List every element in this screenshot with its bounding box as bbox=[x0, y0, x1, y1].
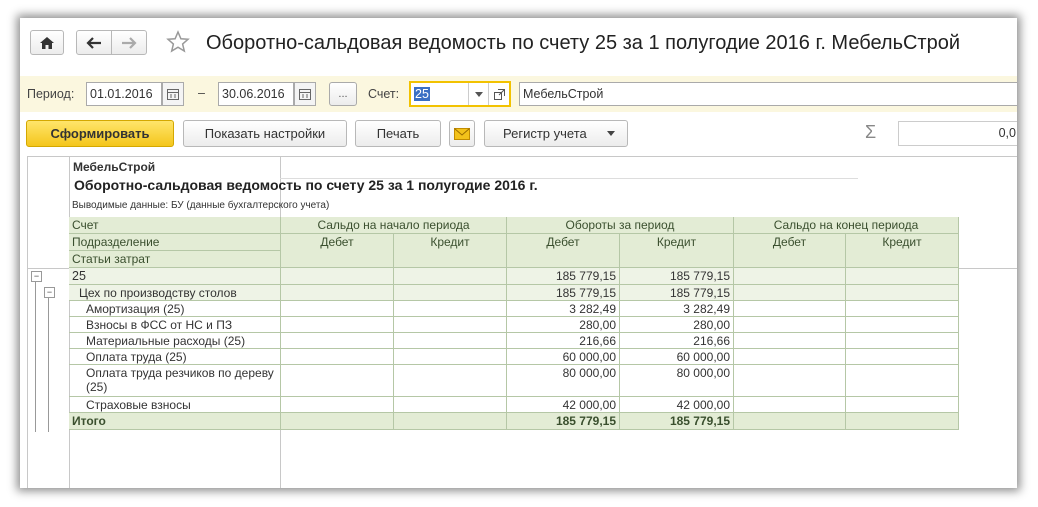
total-label: Итого bbox=[69, 413, 281, 430]
header-closing-balance: Сальдо на конец периода bbox=[734, 217, 959, 234]
row-dept-name[interactable]: Цех по производству столов bbox=[69, 285, 281, 301]
row-item-closing-credit bbox=[846, 365, 959, 397]
row-item-turn-credit: 42 000,00 bbox=[620, 397, 734, 413]
report-title: Оборотно-сальдовая ведомость по счету 25 за 1 полугодие 2016 г. bbox=[74, 177, 538, 193]
row-item-name[interactable]: Страховые взносы bbox=[69, 397, 281, 413]
grid-top-line bbox=[27, 156, 1017, 157]
back-button[interactable] bbox=[76, 30, 112, 55]
report-window bbox=[20, 18, 1017, 488]
arrow-left-icon bbox=[86, 37, 102, 49]
sum-value: 0,0 bbox=[998, 126, 1016, 140]
row-item-opening-credit bbox=[394, 349, 507, 365]
title-bar bbox=[20, 18, 1017, 66]
row-account-turn-debit: 185 779,15 bbox=[507, 268, 620, 285]
row-item-turn-debit: 80 000,00 bbox=[507, 365, 620, 397]
account-open-button[interactable] bbox=[488, 83, 509, 105]
date-to-field[interactable]: 30.06.2016 bbox=[218, 82, 294, 106]
row-item-turn-credit: 3 282,49 bbox=[620, 301, 734, 317]
header-closing-debit: Дебет bbox=[734, 234, 846, 268]
row-item-name[interactable]: Амортизация (25) bbox=[69, 301, 281, 317]
total-turn-credit: 185 779,15 bbox=[620, 413, 734, 430]
date-from-field[interactable]: 01.01.2016 bbox=[86, 82, 162, 106]
row-item-turn-debit: 60 000,00 bbox=[507, 349, 620, 365]
header-opening-balance: Сальдо на начало периода bbox=[281, 217, 507, 234]
chevron-down-icon bbox=[475, 92, 483, 97]
collapse-account-toggle[interactable]: − bbox=[31, 271, 42, 282]
row-item-opening-credit bbox=[394, 397, 507, 413]
row-dept-opening-credit bbox=[394, 285, 507, 301]
row-item-turn-debit: 216,66 bbox=[507, 333, 620, 349]
home-button[interactable] bbox=[30, 30, 64, 55]
total-closing-credit bbox=[846, 413, 959, 430]
account-dropdown-button[interactable] bbox=[468, 83, 488, 105]
calendar-icon bbox=[167, 89, 179, 100]
row-dept-closing-debit bbox=[734, 285, 846, 301]
row-account-turn-credit: 185 779,15 bbox=[620, 268, 734, 285]
parameters-bar bbox=[20, 76, 1017, 112]
row-dept-opening-debit bbox=[281, 285, 394, 301]
generate-button[interactable]: Сформировать bbox=[26, 120, 174, 147]
row-item-closing-debit bbox=[734, 349, 846, 365]
row-item-closing-credit bbox=[846, 333, 959, 349]
row-item-name-line1: Оплата труда резчиков по дереву bbox=[86, 366, 274, 380]
row-item-opening-debit bbox=[281, 397, 394, 413]
row-item-closing-credit bbox=[846, 349, 959, 365]
row-dept-turn-credit: 185 779,15 bbox=[620, 285, 734, 301]
row-item-closing-credit bbox=[846, 317, 959, 333]
row-item-closing-credit bbox=[846, 301, 959, 317]
header-turnover-debit: Дебет bbox=[507, 234, 620, 268]
row-dept-turn-debit: 185 779,15 bbox=[507, 285, 620, 301]
row-item-turn-credit: 216,66 bbox=[620, 333, 734, 349]
row-item-opening-debit bbox=[281, 317, 394, 333]
period-select-button[interactable]: ... bbox=[329, 82, 357, 106]
row-item-turn-credit: 60 000,00 bbox=[620, 349, 734, 365]
row-item-opening-credit bbox=[394, 333, 507, 349]
row-item-opening-credit bbox=[394, 365, 507, 397]
row-item-turn-debit: 280,00 bbox=[507, 317, 620, 333]
row-item-opening-debit bbox=[281, 333, 394, 349]
header-turnover-credit: Кредит bbox=[620, 234, 734, 268]
row-account-closing-credit bbox=[846, 268, 959, 285]
print-button[interactable]: Печать bbox=[355, 120, 441, 147]
row-item-closing-debit bbox=[734, 333, 846, 349]
row-item-turn-credit: 80 000,00 bbox=[620, 365, 734, 397]
row-item-closing-debit bbox=[734, 397, 846, 413]
row-item-opening-credit bbox=[394, 301, 507, 317]
sum-icon: Σ bbox=[865, 122, 877, 142]
row-account-name[interactable]: 25 bbox=[69, 268, 281, 285]
row-account-closing-debit bbox=[734, 268, 846, 285]
report-area bbox=[20, 156, 1017, 488]
row-dept-closing-credit bbox=[846, 285, 959, 301]
collapse-department-toggle[interactable]: − bbox=[44, 287, 55, 298]
row-item-name-line2: (25) bbox=[86, 380, 108, 394]
window-title: Оборотно-сальдовая ведомость по счету 25 за 1 полугодие 2016 г. МебельСтрой bbox=[206, 32, 961, 54]
favorite-star-icon[interactable] bbox=[166, 30, 190, 54]
header-opening-debit: Дебет bbox=[281, 234, 394, 268]
row-item-turn-credit: 280,00 bbox=[620, 317, 734, 333]
header-department: Подразделение bbox=[69, 234, 281, 251]
tree-line-outer bbox=[35, 282, 36, 432]
report-output-data: Выводимые данные: БУ (данные бухгалтерского учета) bbox=[72, 200, 330, 211]
register-dropdown-button[interactable] bbox=[484, 120, 628, 147]
row-item-opening-debit bbox=[281, 301, 394, 317]
grid-border-left bbox=[27, 156, 28, 488]
organization-field[interactable]: МебельСтрой bbox=[519, 82, 1017, 106]
total-opening-debit bbox=[281, 413, 394, 430]
header-cost-items: Статьи затрат bbox=[69, 251, 281, 268]
row-item-closing-debit bbox=[734, 365, 846, 397]
calendar-icon bbox=[299, 89, 311, 100]
row-item-opening-debit bbox=[281, 365, 394, 397]
row-account-opening-credit bbox=[394, 268, 507, 285]
total-closing-debit bbox=[734, 413, 846, 430]
chevron-down-icon bbox=[607, 131, 615, 136]
row-item-turn-debit: 42 000,00 bbox=[507, 397, 620, 413]
row-item-opening-credit bbox=[394, 317, 507, 333]
row-item-name[interactable]: Взносы в ФСС от НС и ПЗ bbox=[69, 317, 281, 333]
header-opening-credit: Кредит bbox=[394, 234, 507, 268]
register-label: Регистр учета bbox=[503, 126, 587, 141]
account-value: 25 bbox=[415, 87, 429, 101]
row-item-turn-debit: 3 282,49 bbox=[507, 301, 620, 317]
header-account: Счет bbox=[69, 217, 281, 234]
sum-field bbox=[898, 121, 1017, 146]
account-label: Счет: bbox=[368, 87, 400, 101]
header-closing-credit: Кредит bbox=[846, 234, 959, 268]
date-to-calendar-button[interactable] bbox=[294, 82, 316, 106]
open-icon bbox=[494, 89, 505, 100]
period-dash: – bbox=[198, 86, 205, 100]
row-item-name[interactable]: Оплата труда (25) bbox=[69, 349, 281, 365]
forward-button[interactable] bbox=[111, 30, 147, 55]
total-opening-credit bbox=[394, 413, 507, 430]
email-button[interactable] bbox=[449, 120, 475, 147]
row-item-closing-debit bbox=[734, 301, 846, 317]
row-item-closing-credit bbox=[846, 397, 959, 413]
row-item-closing-debit bbox=[734, 317, 846, 333]
row-account-opening-debit bbox=[281, 268, 394, 285]
home-icon bbox=[39, 36, 55, 50]
arrow-right-icon bbox=[121, 37, 137, 49]
report-org: МебельСтрой bbox=[73, 160, 156, 174]
envelope-icon bbox=[454, 128, 470, 140]
total-turn-debit: 185 779,15 bbox=[507, 413, 620, 430]
header-turnover: Обороты за период bbox=[507, 217, 734, 234]
date-from-calendar-button[interactable] bbox=[162, 82, 184, 106]
row-item-opening-debit bbox=[281, 349, 394, 365]
show-settings-button[interactable]: Показать настройки bbox=[183, 120, 347, 147]
row-item-name-multiline[interactable] bbox=[69, 365, 281, 397]
row-item-name[interactable]: Материальные расходы (25) bbox=[69, 333, 281, 349]
tree-line-inner bbox=[48, 298, 49, 432]
command-bar bbox=[20, 118, 1017, 150]
period-label: Период: bbox=[27, 87, 75, 101]
